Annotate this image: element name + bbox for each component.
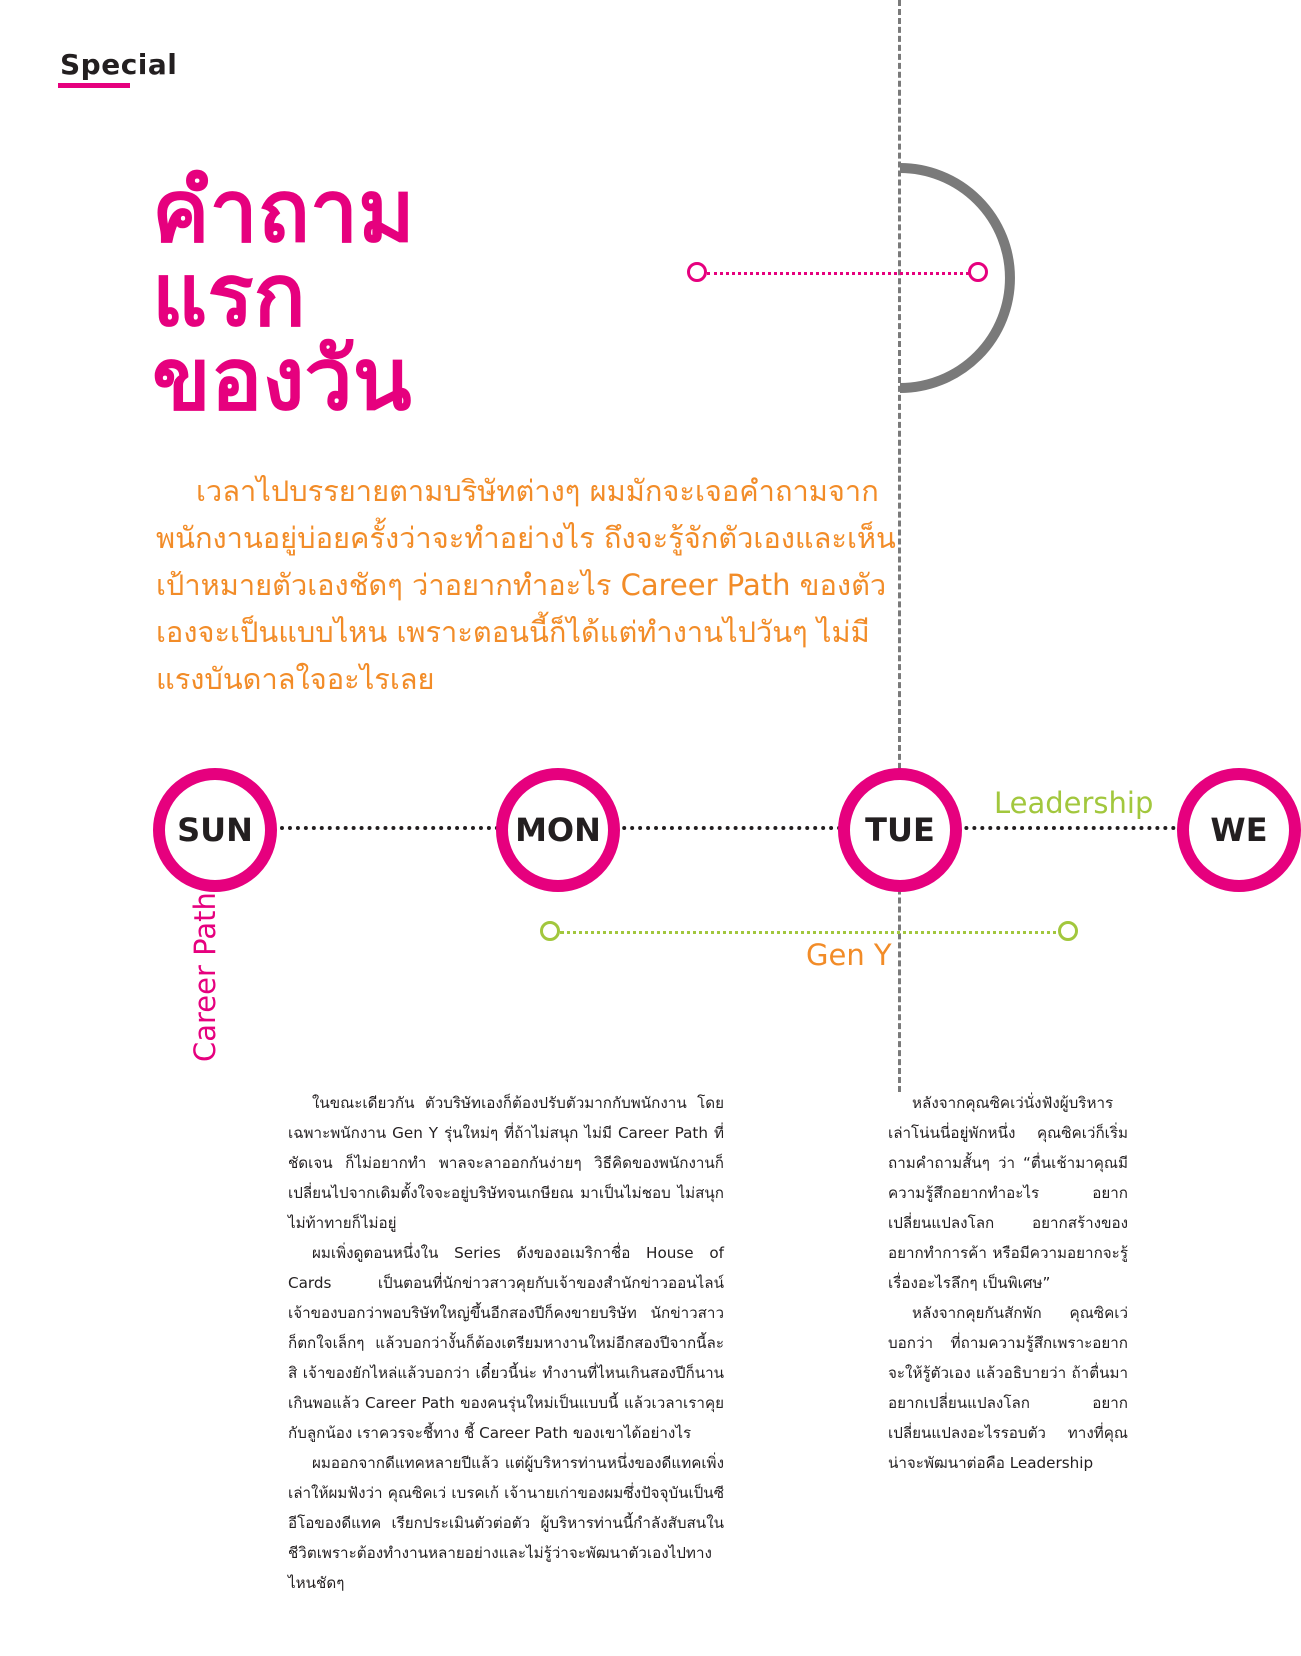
- day-circle-wed: WE: [1177, 768, 1301, 892]
- green-dotted-connector: [560, 931, 1070, 934]
- headline: [152, 162, 415, 430]
- green-ring-left: [540, 921, 560, 941]
- day-circle-tue: TUE: [838, 768, 962, 892]
- pink-dotted-connector: [707, 272, 969, 275]
- pink-ring-left: [687, 262, 707, 282]
- section-label: Special: [60, 48, 178, 81]
- label-career-path: Career Path: [188, 892, 222, 1062]
- body-paragraph: ผมเพิ่งดูตอนหนึ่งใน Series ดังของอเมริกาชื่อ House of Cards เป็นตอนที่นักข่าวสาวคุยกับเจ้าของสำนักข่าวออนไลน์ เจ้าของบอกว่าพอบริษัทใหญ่ขึ้นอีกสองปีก็คงขายบริษัท นักข่าวสาวก็ตกใจเล็กๆ แล้วบอกว่างั้นก็ต้องเตรียมหางานใหม่อีกสองปีจากนี้ละสิ เจ้าของยักไหล่แล้วบอกว่า เดี๋ยวนี้น่ะ ทำงานที่ไหนเกินสองปีก็นานเกินพอแล้ว Career Path ของคนรุ่นใหม่เป็นแบบนี้ แล้วเวลาเราคุยกับลูกน้อง เราควรจะชี้ทาง ชี้ Career Path ของเขาได้อย่างไร: [288, 1244, 724, 1442]
- label-leadership: Leadership: [994, 786, 1154, 820]
- section-underline: [58, 83, 130, 88]
- green-ring-right: [1058, 921, 1078, 941]
- day-circle-sun: SUN: [153, 768, 277, 892]
- pink-ring-right: [968, 262, 988, 282]
- body-paragraph: หลังจากคุยกันสักพัก คุณซิคเว่บอกว่า ที่ถามความรู้สึกเพราะอยากจะให้รู้ตัวเอง แล้วอธิบายว่า ถ้าตื่นมาอยากเปลี่ยนแปลงโลก อยากเปลี่ยนแปลงอะไรรอบตัว ทางที่คุณน่าจะพัฒนาต่อคือ Leadership: [888, 1304, 1128, 1472]
- body-paragraph: หลังจากคุณซิคเว่นั่งฟังผู้บริหารเล่าโน่นนี่อยู่พักหนึ่ง คุณซิคเว่ก็เริ่มถามคำถามสั้นๆ ว่า “ตื่นเช้ามาคุณมีความรู้สึกอยากทำอะไร อยากเปลี่ยนแปลงโลก อยากสร้างของ อยากทำการค้า หรือมีความอยากจะรู้เรื่องอะไรลึกๆ เป็นพิเศษ”: [888, 1094, 1128, 1292]
- headline-line-3: ของวัน: [152, 330, 412, 430]
- day-circle-mon: MON: [496, 768, 620, 892]
- headline-line-1: คำถาม: [152, 162, 415, 262]
- intro-paragraph: เวลาไปบรรยายตามบริษัทต่างๆ ผมมักจะเจอคำถามจากพนักงานอยู่บ่อยครั้งว่าจะทำอย่างไร ถึงจะรู้จักตัวเองและเห็นเป้าหมายตัวเองชัดๆ ว่าอยากทำอะไร Career Path ของตัวเองจะเป็นแบบไหน เพราะตอนนี้ก็ได้แต่ทำงานไปวันๆ ไม่มีแรงบันดาลใจอะไรเลย: [156, 474, 896, 696]
- body-column-1: [288, 1088, 724, 1598]
- gray-arc-path: [900, 168, 1010, 388]
- label-gen-y: Gen Y: [806, 938, 892, 972]
- headline-line-2: แรก: [152, 246, 306, 346]
- gray-half-circle: [898, 158, 1098, 408]
- body-paragraph: ผมออกจากดีแทคหลายปีแล้ว แต่ผู้บริหารท่านหนึ่งของดีแทคเพิ่งเล่าให้ผมฟังว่า คุณซิคเว่ เบรคเก้ เจ้านายเก่าของผมซึ่งปัจจุบันเป็นซีอีโอของดีแทค เรียกประเมินตัวต่อตัว ผู้บริหารท่านนี้กำลังสับสนในชีวิตเพราะต้องทำงานหลายอย่างและไม่รู้ว่าจะพัฒนาตัวเองไปทางไหนชัดๆ: [288, 1454, 724, 1592]
- body-paragraph: ในขณะเดียวกัน ตัวบริษัทเองก็ต้องปรับตัวมากกับพนักงาน โดยเฉพาะพนักงาน Gen Y รุ่นใหม่ๆ ที่ถ้าไม่สนุก ไม่มี Career Path ที่ชัดเจน ก็ไม่อยากทำ พาลจะลาออกกันง่ายๆ วิธีคิดของพนักงานก็เปลี่ยนไปจากเดิมตั้งใจจะอยู่บริษัทจนเกษียณ มาเป็นไม่ชอบ ไม่สนุก ไม่ท้าทายก็ไม่อยู่: [288, 1094, 724, 1232]
- timeline-dotted-line: [280, 826, 1280, 830]
- body-column-2: [888, 1088, 1128, 1478]
